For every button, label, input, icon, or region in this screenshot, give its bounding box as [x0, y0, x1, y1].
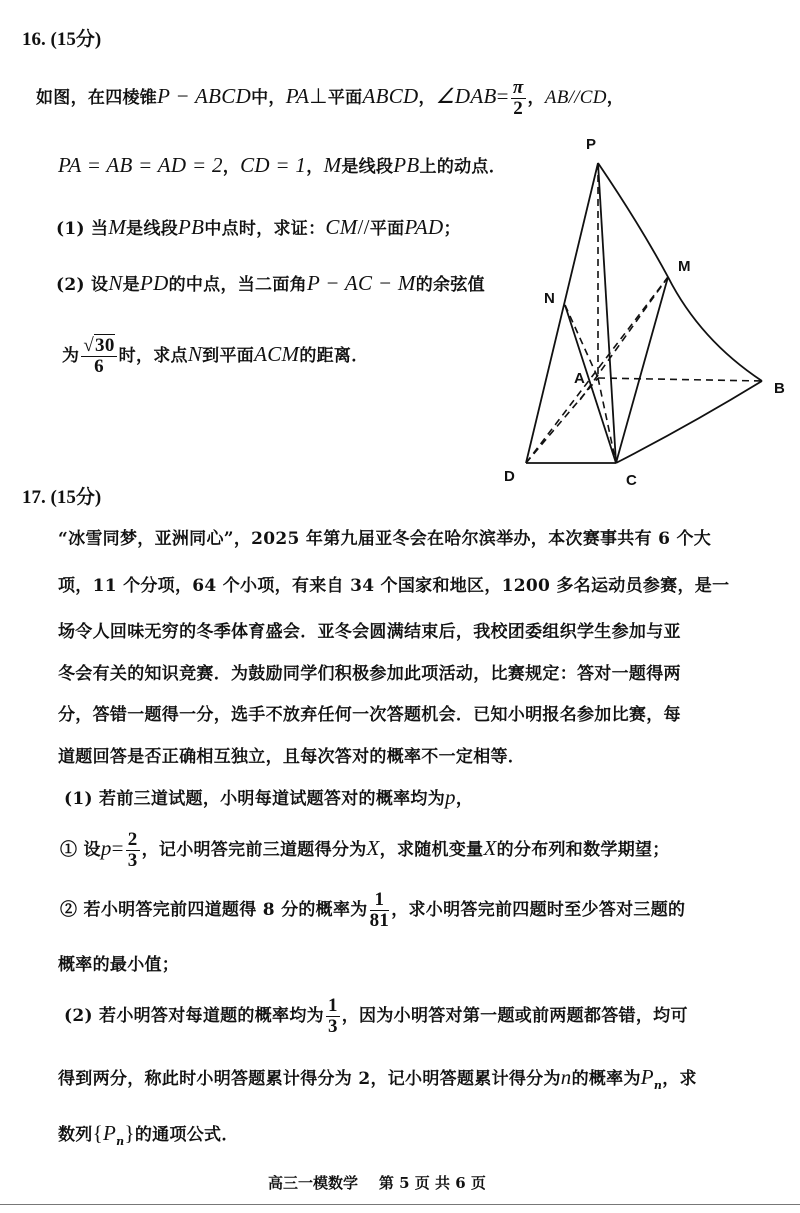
label-P: P [586, 136, 597, 153]
q17-para-line: 冬会有关的知识竞赛．为鼓励同学们积极参加此项活动，比赛规定：答对一题得两 [58, 664, 681, 684]
label-B: B [774, 380, 785, 397]
q16-header: 16. (15分) [22, 29, 102, 50]
label-A: A [574, 370, 585, 387]
pyramid-figure [490, 125, 800, 490]
label-C: C [626, 472, 637, 489]
q16-part2-cont: 为 $\frac{√30}{6}$ 时，求点N到平面ACM的距离． [62, 335, 369, 377]
q17-para-line: 项，11 个分项，64 个小项，有来自 34 个国家和地区，1200 多名运动员参赛，是一 [58, 576, 730, 596]
q17-para-line: 分，答错一题得一分，选手不放弃任何一次答题机会．已知小明报名参加比赛，每 [58, 705, 681, 725]
footer [268, 1172, 486, 1193]
bottom-rule [0, 1204, 800, 1205]
q17-part1-ii: ② 若小明答完前四道题得 8 分的概率为 $\frac{1}{81}$ ，求小明答完前四题时至少答对三题的 [60, 889, 686, 931]
q16-part2: (2) 设N是PD的中点，当二面角P − AC − M的余弦值 [56, 271, 485, 295]
two-thirds-fraction: $\frac{2}{3}$ [127, 829, 138, 871]
q17-part2-cont2: 数列$\{P_n\}$的通项公式． [58, 1121, 239, 1148]
edge-PD [526, 163, 598, 463]
q17-para-line: “冰雪同梦，亚洲同心”，2025 年第九届亚冬会在哈尔滨举办，本次赛事共有 6 个大 [58, 529, 712, 549]
q17-header: 17. (15分) [22, 487, 102, 508]
label-D: D [504, 468, 515, 485]
edge-MA [580, 277, 668, 400]
q17-part2: (2) 若小明答对每道题的概率均为 $\frac{1}{3}$ ，因为小明答对第一题或前两题都答错，均可 [64, 995, 688, 1037]
one-third-fraction: $\frac{1}{3}$ [327, 995, 338, 1037]
q16-line2: PA = AB = AD = 2，CD = 1，M是线段PB上的动点． [58, 153, 507, 177]
edge-MC [616, 277, 668, 463]
edge-CB [616, 381, 762, 463]
q17-part1-i: ① 设p= $\frac{2}{3}$ ，记小明答完前三道题得分为X，求随机变量X的分布列和数学期望； [60, 829, 670, 871]
q16-part1: (1) 当M是线段PB中点时，求证：CM//平面PAD； [56, 215, 461, 239]
q17-part2-cont: 得到两分，称此时小明答题累计得分为 2，记小明答题累计得分为n的概率为$P_n$，求 [58, 1065, 697, 1092]
pi-over-2-fraction: $\frac{\pi}{2}$ [512, 77, 524, 119]
edge-NA [565, 305, 598, 378]
footer-page: 第 5 页 共 6 页 [378, 1174, 486, 1192]
footer-subject: 高三一模数学 [268, 1174, 359, 1192]
q16-line1: 如图，在四棱锥P − ABCD中，PA⊥平面ABCD，∠DAB= $\frac{\pi}{2}$ ，AB//CD， [36, 77, 625, 119]
label-N: N [544, 290, 555, 307]
edge-AB [598, 378, 762, 381]
one-81st-fraction: $\frac{1}{81}$ [369, 889, 390, 931]
q17-part1-ii-cont: 概率的最小值； [58, 955, 180, 975]
sqrt30-over-6-fraction: $\frac{√30}{6}$ [83, 335, 115, 377]
q17-part1: (1) 若前三道试题，小明每道试题答对的概率均为p， [64, 785, 474, 809]
label-M: M [678, 258, 691, 275]
q17-para-line: 道题回答是否正确相互独立，且每次答对的概率不一定相等． [58, 747, 526, 767]
q17-para-line: 场令人回味无穷的冬季体育盛会．亚冬会圆满结束后，我校团委组织学生参加与亚 [58, 622, 681, 642]
